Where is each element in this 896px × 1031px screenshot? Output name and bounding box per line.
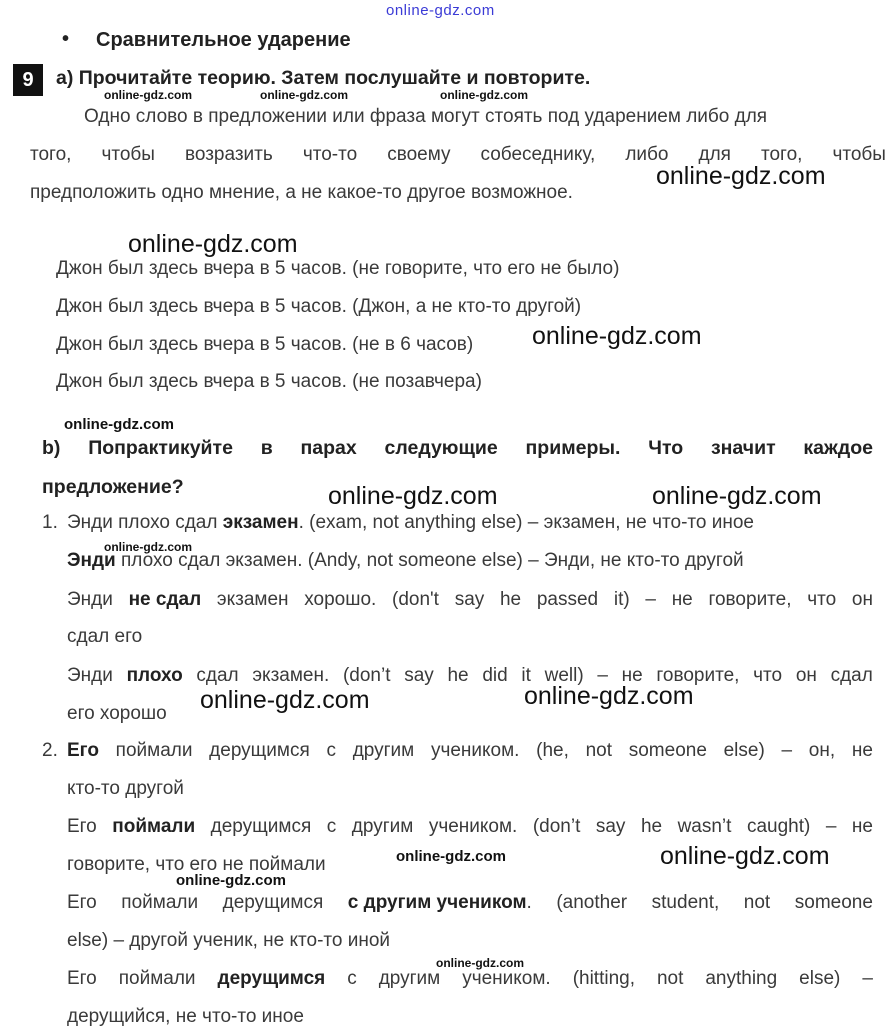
item2-sentence-3: Его поймали дерущимся с другим учеником. (another student, not someone bbox=[67, 892, 873, 913]
watermark: online-gdz.com bbox=[436, 956, 524, 970]
task-a-heading: a) Прочитайте теорию. Затем послушайте и повторите. bbox=[56, 67, 591, 89]
watermark: online-gdz.com bbox=[260, 88, 348, 102]
item1-sentence-3-cont: сдал его bbox=[67, 626, 143, 647]
example-line: Джон был здесь вчера в 5 часов. (не позавчера) bbox=[56, 371, 482, 392]
watermark: online-gdz.com bbox=[104, 88, 192, 102]
watermark: online-gdz.com bbox=[656, 162, 826, 190]
item2-sentence-2-cont: говорите, что его не поймали bbox=[67, 854, 326, 875]
item2-sentence-4-cont: дерущийся, не что-то иное bbox=[67, 1006, 304, 1027]
item1-sentence-1: Энди плохо сдал экзамен. (exam, not anything else) – экзамен, не что-то иное bbox=[67, 512, 754, 533]
watermark: online-gdz.com bbox=[128, 230, 298, 258]
task-b-heading-cont: предложение? bbox=[42, 476, 184, 498]
example-line: Джон был здесь вчера в 5 часов. (не в 6 часов) bbox=[56, 334, 474, 355]
item2-sentence-4: Его поймали дерущимся с другим учеником. (hitting, not anything else) – bbox=[67, 968, 873, 989]
watermark: online-gdz.com bbox=[64, 416, 174, 433]
item1-sentence-3: Энди не сдал экзамен хорошо. (don't say he passed it) – не говорите, что он bbox=[67, 589, 873, 610]
example-line: Джон был здесь вчера в 5 часов. (Джон, а не кто-то другой) bbox=[56, 296, 582, 317]
watermark-top: online-gdz.com bbox=[386, 2, 495, 19]
watermark: online-gdz.com bbox=[176, 872, 286, 889]
watermark: online-gdz.com bbox=[532, 322, 702, 350]
bullet: • bbox=[62, 28, 70, 50]
task-b-heading: b) Попрактикуйте в парах следующие примеры. Что значит каждое bbox=[42, 437, 873, 459]
item-number: 1. bbox=[42, 512, 58, 533]
item1-sentence-2: Энди плохо сдал экзамен. (Andy, not someone else) – Энди, не кто-то другой bbox=[67, 550, 744, 571]
watermark: online-gdz.com bbox=[328, 482, 498, 510]
item2-sentence-1-cont: кто-то другой bbox=[67, 778, 184, 799]
item2-sentence-2: Его поймали дерущимся с другим учеником. (don’t say he wasn’t caught) – не bbox=[67, 816, 873, 837]
watermark: online-gdz.com bbox=[104, 540, 192, 554]
item1-sentence-4-cont: его хорошо bbox=[67, 703, 167, 724]
watermark: online-gdz.com bbox=[200, 686, 370, 714]
theory-line-3: предположить одно мнение, а не какое-то другое возможное. bbox=[30, 182, 573, 203]
example-line: Джон был здесь вчера в 5 часов. (не говорите, что его не было) bbox=[56, 258, 620, 279]
watermark: online-gdz.com bbox=[396, 848, 506, 865]
item-number: 2. bbox=[42, 740, 58, 761]
item1-sentence-4: Энди плохо сдал экзамен. (don’t say he did it well) – не говорите, что он сдал bbox=[67, 665, 873, 686]
section-title: Сравнительное ударение bbox=[96, 29, 351, 51]
watermark: online-gdz.com bbox=[440, 88, 528, 102]
theory-line-2: того, чтобы возразить что-то своему собеседнику, либо для того, чтобы bbox=[30, 144, 886, 165]
watermark: online-gdz.com bbox=[652, 482, 822, 510]
watermark: online-gdz.com bbox=[524, 682, 694, 710]
watermark: online-gdz.com bbox=[660, 842, 830, 870]
item2-sentence-1: Его поймали дерущимся с другим учеником. (he, not someone else) – он, не bbox=[67, 740, 873, 761]
theory-line-1: Одно слово в предложении или фраза могут стоять под ударением либо для bbox=[84, 106, 768, 127]
exercise-number: 9 bbox=[13, 64, 43, 96]
item2-sentence-3-cont: else) – другой ученик, не кто-то иной bbox=[67, 930, 391, 951]
